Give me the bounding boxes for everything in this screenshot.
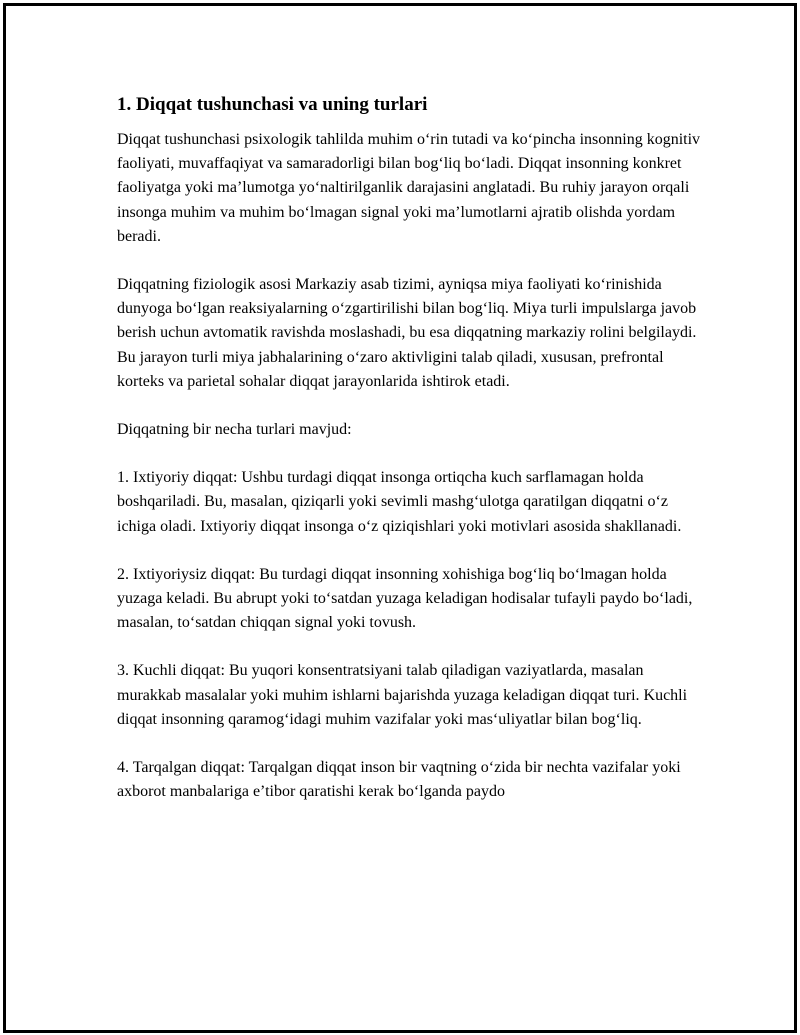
paragraph-type-voluntary: 1. Ixtiyoriy diqqat: Ushbu turdagi diqqat insonga ortiqcha kuch sarflamagan holda boshqariladi. Bu, masalan, qiziqarli yoki sevimli mashg‘ulotga qaratilgan diqqatni o‘z ichiga oladi. Ixtiyoriy diqqat insonga o‘z qiziqishlari yoki motivlari asosida shakllanadi. bbox=[117, 469, 682, 535]
paragraph-type-strong: 3. Kuchli diqqat: Bu yuqori konsentratsiyani talab qiladigan vaziyatlarda, masalan murakkab masalalar yoki muhim ishlarni bajarishda yuzaga keladigan diqqat turi. Kuchli diqqat insonning qaramog‘idagi muhim vazifalar yoki mas‘uliyatlar bilan bog‘liq. bbox=[117, 662, 688, 728]
paragraph-type-divided: 4. Tarqalgan diqqat: Tarqalgan diqqat inson bir vaqtning o‘zida bir nechta vazifalar yoki axborot manbalariga e’tibor qaratishi kerak bo‘lganda paydo bbox=[117, 759, 681, 801]
paragraph-types-intro: Diqqatning bir necha turlari mavjud: bbox=[117, 421, 352, 439]
paragraph-physiology: Diqqatning fiziologik asosi Markaziy asab tizimi, ayniqsa miya faoliyati ko‘rinishida dunyoga bo‘lgan reaksiyalarning o‘zgartirilishi bilan bog‘liq. Miya turli impulslarga javob berish uchun avtomatik ravishda moslashadi, bu esa diqqatning markaziy rolini belgilaydi. Bu jarayon turli miya jabhalarining o‘zaro aktivligini talab qiladi, xususan, prefrontal korteks va parietal sohalar diqqat jarayonlarida ishtirok etadi. bbox=[117, 276, 697, 390]
paragraph-definition: Diqqat tushunchasi psixologik tahlilda muhim o‘rin tutadi va ko‘pincha insonning kognitiv faoliyati, muvaffaqiyat va samaradorligi bilan bog‘liq bo‘ladi. Diqqat insonning konkret faoliyatga yoki ma’lumotga yo‘naltirilganlik darajasini anglatadi. Bu ruhiy jarayon orqali insonga muhim va muhim bo‘lmagan signal yoki ma’lumotlarni ajratib olishda yordam beradi. bbox=[117, 131, 701, 245]
document-body bbox=[117, 90, 707, 804]
section-heading: 1. Diqqat tushunchasi va uning turlari bbox=[117, 94, 428, 115]
paragraph-type-involuntary: 2. Ixtiyoriysiz diqqat: Bu turdagi diqqat insonning xohishiga bog‘liq bo‘lmagan holda yuzaga keladi. Bu abrupt yoki to‘satdan yuzaga keladigan hodisalar tufayli paydo bo‘ladi, masalan, to‘satdan chiqqan signal yoki tovush. bbox=[117, 565, 693, 632]
